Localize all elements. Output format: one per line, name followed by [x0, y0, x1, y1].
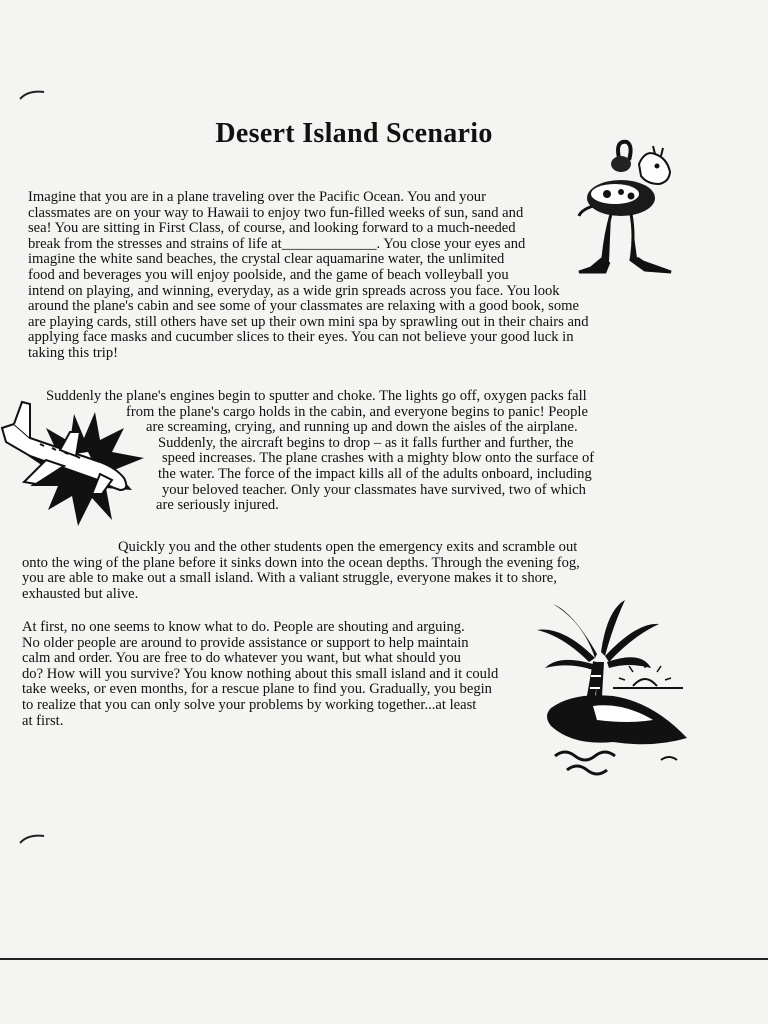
text-line: intend on playing, and winning, everyday, as a wide grin spreads across you face. You look — [28, 282, 560, 299]
text-line: speed increases. The plane crashes with a mighty blow onto the surface of — [162, 450, 595, 467]
palm-island-icon — [533, 596, 693, 776]
text-line: exhausted but alive. — [22, 585, 139, 602]
paragraph-crash — [22, 389, 594, 514]
text-line: around the plane's cabin and see some of your classmates are relaxing with a good book, some — [28, 298, 579, 315]
pen-mark-icon — [18, 832, 48, 846]
text-line: the water. The force of the impact kills all of the adults onboard, including — [158, 465, 592, 482]
giraffe-snorkel-icon — [575, 136, 680, 286]
text-line: food and beverages you will enjoy poolside, and the game of beach volleyball you — [28, 266, 509, 283]
text-line: Suddenly the plane's engines begin to sputter and choke. The lights go off, oxygen packs fall — [46, 388, 587, 404]
text-line: applying face masks and cucumber slices to their eyes. You can not believe your good luck in — [28, 329, 574, 346]
paragraph-intro — [28, 190, 589, 362]
text-line: onto the wing of the plane before it sinks down into the ocean depths. Through the evening fog, — [22, 554, 580, 571]
text-line: Imagine that you are in a plane traveling over the Pacific Ocean. You and your — [28, 189, 486, 205]
text-line: from the plane's cargo holds in the cabin, and everyone begins to panic! People — [126, 403, 588, 420]
text-line: take weeks, or even months, for a rescue plane to find you. Gradually, you begin — [22, 681, 492, 698]
paragraph-escape — [22, 540, 580, 602]
pen-mark-icon — [18, 88, 48, 102]
text-line: imagine the white sand beaches, the crystal clear aquamarine water, the unlimited — [28, 251, 505, 268]
page-title: Desert Island Scenario — [215, 118, 493, 149]
page-bottom-rule — [0, 958, 768, 960]
text-line: Quickly you and the other students open the emergency exits and scramble out — [118, 539, 578, 555]
text-line: to realize that you can only solve your problems by working together...at least — [22, 696, 477, 713]
text-line: your beloved teacher. Only your classmates have survived, two of which — [162, 481, 586, 498]
paragraph-island — [22, 620, 498, 729]
text-line: taking this trip! — [28, 344, 118, 361]
text-line: classmates are on your way to Hawaii to enjoy two fun-filled weeks of sun, sand and — [28, 204, 524, 221]
text-line: do? How will you survive? You know nothing about this small island and it could — [22, 665, 499, 682]
text-line: are seriously injured. — [156, 497, 279, 514]
text-line: break from the stresses and strains of life at_____________. You close your eyes and — [28, 235, 526, 252]
text-line: you are able to make out a small island. With a valiant struggle, everyone makes it to shore, — [22, 570, 557, 587]
text-line: Suddenly, the aircraft begins to drop – as it falls further and further, the — [158, 434, 574, 451]
text-line: sea! You are sitting in First Class, of course, and looking forward to a much-needed — [28, 220, 516, 237]
text-line: are screaming, crying, and running up and down the aisles of the airplane. — [146, 419, 578, 436]
text-line: No older people are around to provide assistance or support to help maintain — [22, 634, 469, 651]
text-line: are playing cards, still others have set up their own mini spa by sprawling out in their chairs and — [28, 313, 589, 330]
text-line: At first, no one seems to know what to do. People are shouting and arguing. — [22, 619, 465, 635]
text-line: at first. — [22, 712, 64, 729]
text-line: calm and order. You are free to do whatever you want, but what should you — [22, 650, 461, 667]
